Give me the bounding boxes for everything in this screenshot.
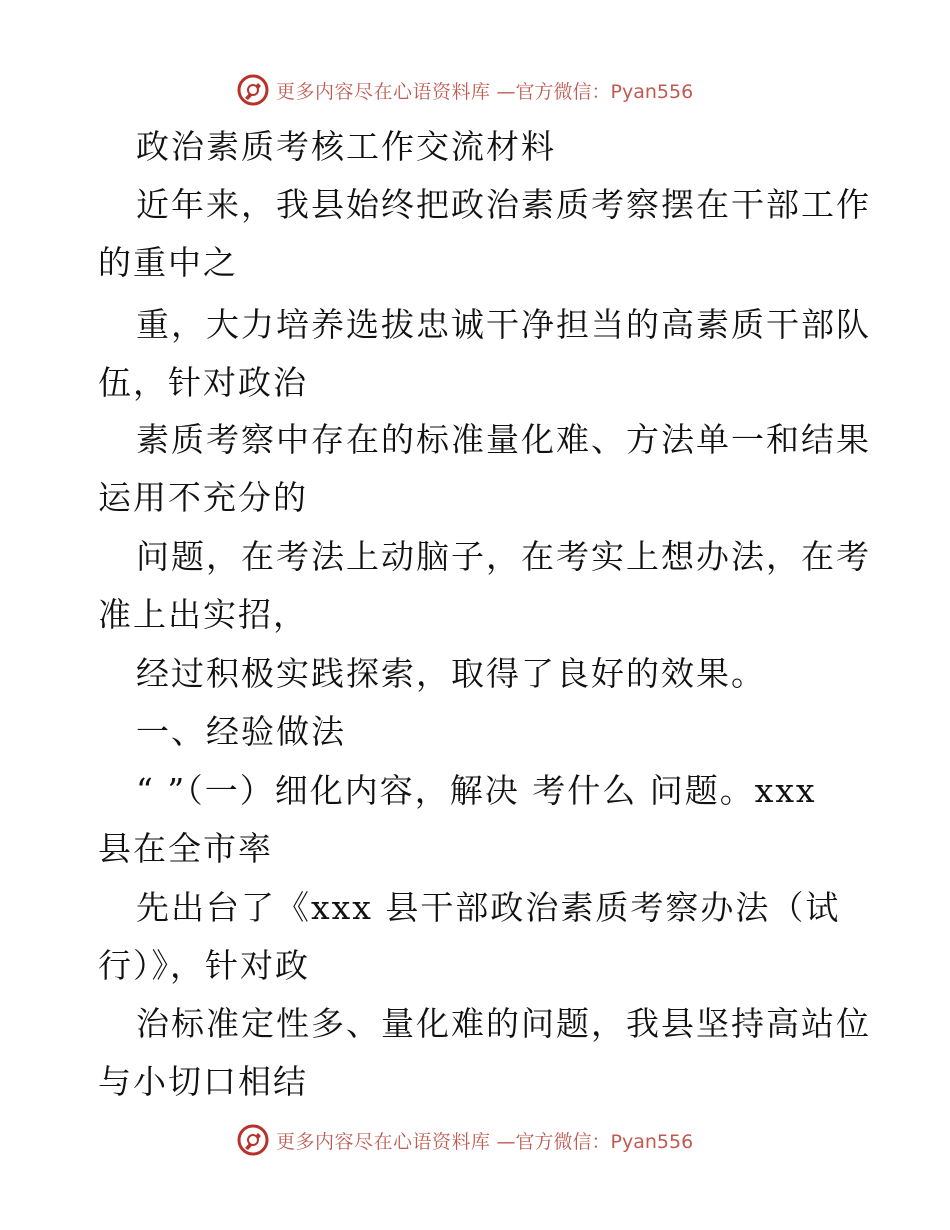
paragraph-line: 伍，针对政治 bbox=[98, 363, 308, 402]
watermark-text: 更多内容尽在心语资料库 bbox=[276, 80, 491, 103]
paragraph-line: 重，大力培养选拔忠诚干净担当的高素质干部队 bbox=[136, 305, 871, 344]
paragraph-line: 经过积极实践探索，取得了良好的效果。 bbox=[136, 654, 766, 693]
pen-logo-icon bbox=[236, 1123, 270, 1157]
paragraph-line: 行）》，针对政 bbox=[98, 946, 310, 985]
paragraph-line: 问题，在考法上动脑子，在考实上想办法，在考 bbox=[136, 537, 871, 576]
paragraph-line: 准上出实招， bbox=[98, 595, 308, 634]
header-watermark bbox=[236, 72, 693, 108]
subsection-heading: “ ”（一）细化内容，解决 考什么 问题。xxx bbox=[136, 771, 817, 810]
paragraph-line: 的重中之 bbox=[98, 243, 238, 282]
paragraph-line: 运用不充分的 bbox=[98, 478, 308, 517]
section-heading: 一、经验做法 bbox=[136, 712, 346, 751]
paragraph-line: 先出台了《xxx 县干部政治素质考察办法（试 bbox=[136, 888, 841, 927]
paragraph-line: 近年来，我县始终把政治素质考察摆在干部工作 bbox=[136, 185, 871, 224]
paragraph-line: 与小切口相结 bbox=[98, 1062, 308, 1101]
watermark-text: 更多内容尽在心语资料库 bbox=[276, 1130, 491, 1153]
paragraph-line: 素质考察中存在的标准量化难、方法单一和结果 bbox=[136, 420, 871, 459]
paragraph-line: 县在全市率 bbox=[98, 829, 273, 868]
watermark-contact: —官方微信：Pyan556 bbox=[496, 80, 694, 103]
footer-watermark bbox=[236, 1122, 693, 1158]
watermark-contact: —官方微信：Pyan556 bbox=[496, 1130, 694, 1153]
pen-logo-icon bbox=[236, 73, 270, 107]
paragraph-line: 治标准定性多、量化难的问题，我县坚持高站位 bbox=[136, 1004, 871, 1043]
document-title: 政治素质考核工作交流材料 bbox=[136, 127, 556, 166]
